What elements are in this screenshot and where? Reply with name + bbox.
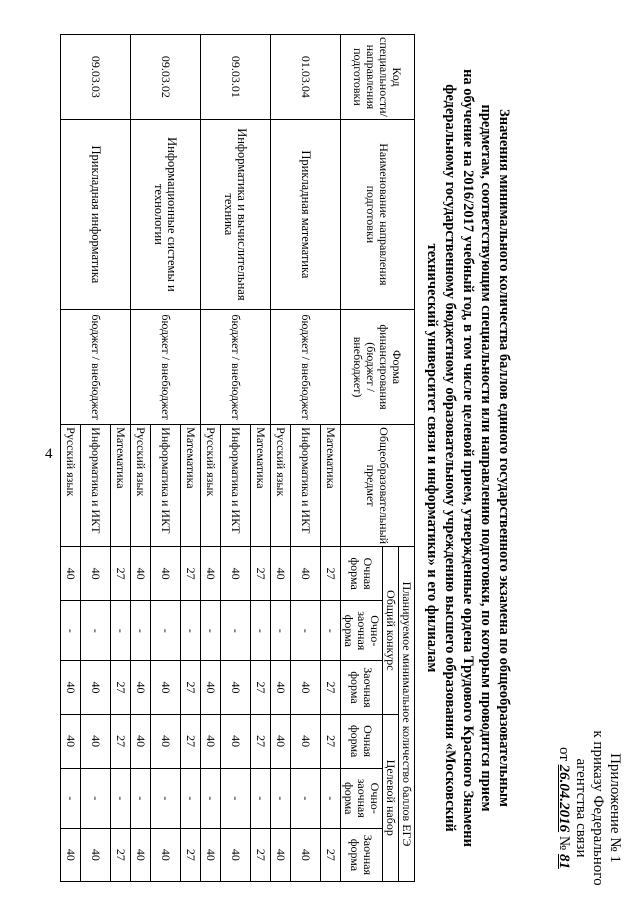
score-cell: 40 [291,714,321,768]
financing-cell: бюджет / внебюджет [271,309,341,424]
spec-name-cell: Прикладная математика [271,119,341,309]
score-cell: 40 [131,714,151,768]
score-cell: - [151,768,181,828]
score-cell: 40 [201,828,221,881]
score-cell: 40 [291,828,321,881]
spec-name-cell: Прикладная информатика [61,119,131,309]
score-cell: - [251,601,271,661]
header-correspondence: Заочная форма [341,661,383,714]
score-cell: - [251,768,271,828]
order-number: 81 [556,853,572,869]
score-cell: 40 [201,661,221,714]
score-cell: - [201,768,221,828]
score-cell: 27 [251,714,271,768]
score-cell: 40 [271,547,291,601]
subject-cell: Русский язык [271,425,291,547]
table-row [321,35,341,882]
spec-name-cell: Информационные системы и технологии [131,119,201,309]
score-cell: 40 [271,828,291,881]
score-cell: 27 [321,828,341,881]
score-cell: - [151,601,181,661]
appendix-line-1: Приложение № 1 [607,753,623,863]
title-line: технический университет связи и информатики» и его филиалам [424,243,440,673]
header-general: Общий конкурс [383,547,399,714]
score-cell: - [321,768,341,828]
subject-cell: Математика [321,425,341,547]
header-part-time: Очно-заочная форма [341,601,383,661]
spec-code-cell: 01.03.04 [271,35,341,120]
subject-cell: Информатика и ИКТ [151,425,181,547]
subject-cell: Информатика и ИКТ [221,425,251,547]
score-cell: - [61,768,81,828]
score-cell: 40 [131,661,151,714]
score-cell: 40 [61,661,81,714]
header-planned: Планируемое минимальное количество баллов ЕГЭ [399,547,415,882]
score-cell: - [181,768,201,828]
score-cell: 27 [111,828,131,881]
number-prefix: № [556,835,572,851]
appendix-line-3: агентства связи [573,758,589,858]
table-row [251,35,271,882]
header-target: Целевой набор [383,714,399,882]
subject-cell: Математика [181,425,201,547]
score-cell: 40 [221,547,251,601]
rotated-document [28,22,623,894]
score-cell: 27 [111,661,131,714]
order-date: 26.04.2016 [556,764,572,833]
spec-name-cell: Информатика и вычислительная техника [201,119,271,309]
score-cell: - [81,768,111,828]
table-row [181,35,201,882]
subject-cell: Информатика и ИКТ [291,425,321,547]
score-cell: 27 [321,547,341,601]
score-cell: 40 [81,828,111,881]
header-full-time: Очная форма [341,547,383,601]
header-code: Код специальности/ направления подготовки [341,35,415,120]
header-subject: Общеобразовательный предмет [341,425,415,547]
score-cell: 40 [81,714,111,768]
score-cell: 40 [81,547,111,601]
score-cell: 27 [181,828,201,881]
score-cell: 40 [291,547,321,601]
header-name: Наименование направления подготовки [341,119,415,309]
header-full-time: Очная форма [341,714,383,768]
score-cell: 40 [221,661,251,714]
score-cell: 40 [271,714,291,768]
score-cell: 40 [131,547,151,601]
score-cell: 40 [221,714,251,768]
title-line: федеральному государственному бюджетному образовательному учреждению высшего образования «Московский [442,84,458,832]
score-cell: 40 [151,661,181,714]
spec-code-cell: 09.03.03 [61,35,131,120]
score-cell: 27 [181,547,201,601]
score-cell: 40 [61,547,81,601]
subject-cell: Русский язык [131,425,151,547]
score-cell: - [111,601,131,661]
score-cell: - [181,601,201,661]
score-cell: - [291,601,321,661]
score-cell: 27 [321,661,341,714]
document-title [423,22,513,894]
title-line: предметам, соответствующим специальности или направлению подготовки, по которым проводится прием [478,104,494,812]
score-cell: 40 [151,714,181,768]
score-cell: 40 [151,828,181,881]
score-cell: 40 [271,661,291,714]
subject-cell: Математика [251,425,271,547]
appendix-date-line [555,728,572,888]
score-cell: 40 [151,547,181,601]
score-cell: 40 [61,714,81,768]
subject-cell: Русский язык [61,425,81,547]
score-cell: - [201,601,221,661]
score-cell: - [321,601,341,661]
score-cell: 40 [61,828,81,881]
score-cell: 40 [131,828,151,881]
page-number: 4 [45,446,53,462]
score-cell: 27 [251,828,271,881]
financing-cell: бюджет / внебюджет [61,309,131,424]
score-cell: - [61,601,81,661]
appendix-line-2: к приказу Федерального [590,730,606,886]
header-part-time: Очно-заочная форма [341,768,383,828]
header-correspondence: Заочная форма [341,828,383,881]
score-cell: 27 [111,547,131,601]
score-cell: 27 [251,547,271,601]
score-cell: - [81,601,111,661]
score-cell: 40 [221,828,251,881]
score-cell: - [111,768,131,828]
appendix-block [555,728,623,888]
score-cell: - [221,601,251,661]
subject-cell: Математика [111,425,131,547]
score-cell: - [131,601,151,661]
subject-cell: Информатика и ИКТ [81,425,111,547]
score-cell: - [131,768,151,828]
header-row [399,35,415,882]
title-line: на обучение на 2016/2017 учебный год, в том числе целевой прием, утвержденные ордена Трудового Красного Знамени [460,69,476,847]
score-cell: 40 [201,547,221,601]
financing-cell: бюджет / внебюджет [131,309,201,424]
score-cell: - [271,601,291,661]
title-line: Значения минимального количества баллов единого государственного экзамена по общеобразовательным [496,109,512,807]
score-cell: 40 [81,661,111,714]
score-cell: 27 [251,661,271,714]
exam-scores-table [60,34,415,882]
spec-code-cell: 09.03.01 [201,35,271,120]
financing-cell: бюджет / внебюджет [201,309,271,424]
score-cell: 40 [291,661,321,714]
score-cell: 40 [201,714,221,768]
score-cell: 27 [181,714,201,768]
spec-code-cell: 09.03.02 [131,35,201,120]
score-cell: - [291,768,321,828]
date-prefix: от [556,747,572,761]
score-cell: - [271,768,291,828]
header-financing: Форма финансирования (бюджет / внебюджет) [341,309,415,424]
score-cell: - [221,768,251,828]
subject-cell: Русский язык [201,425,221,547]
table-row [111,35,131,882]
score-cell: 27 [111,714,131,768]
score-cell: 27 [321,714,341,768]
score-cell: 27 [181,661,201,714]
